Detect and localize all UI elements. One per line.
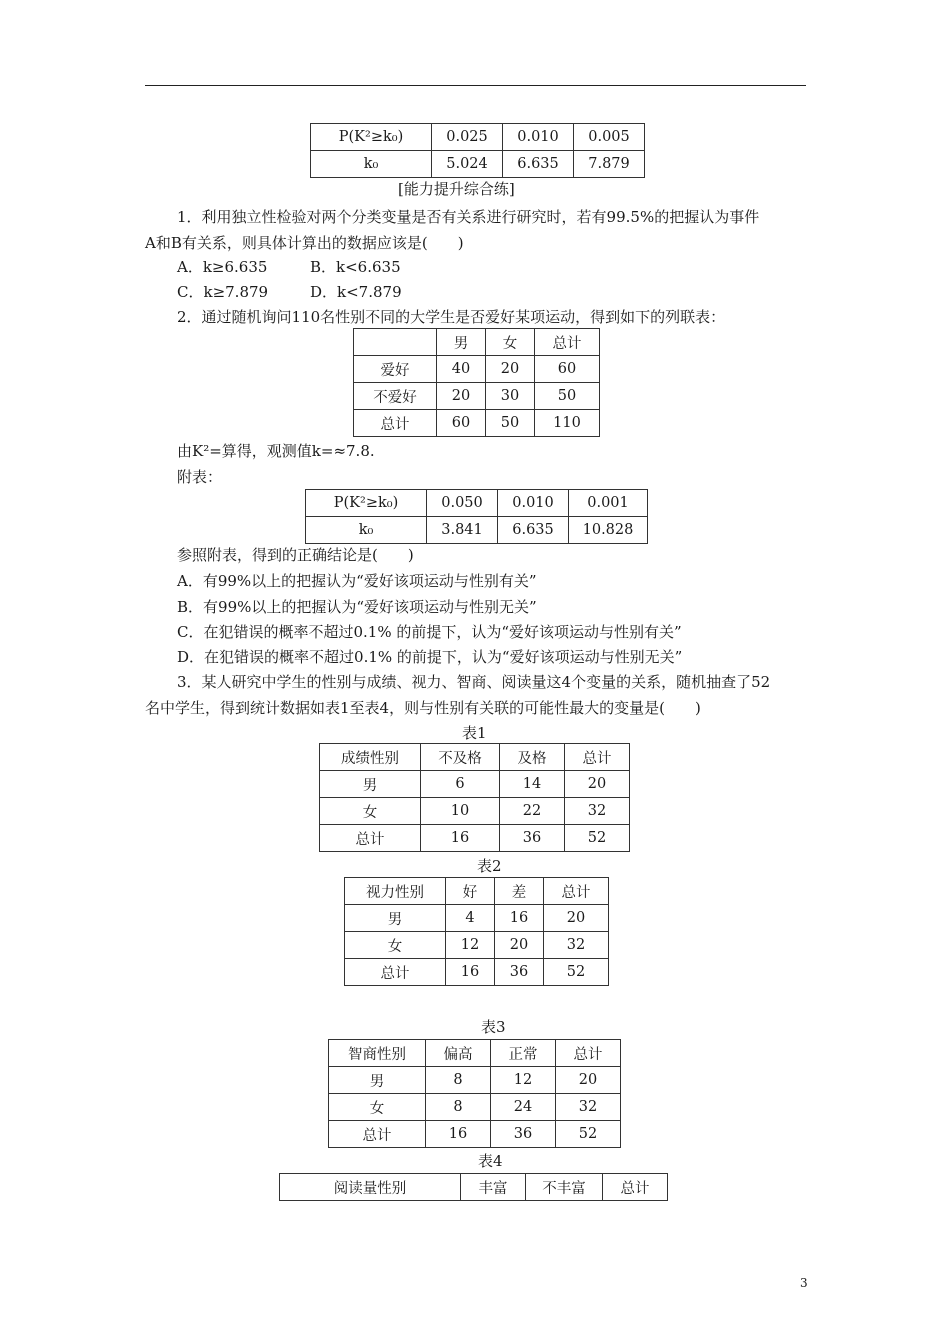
table-cell	[354, 329, 437, 356]
table-cell: 偏高	[426, 1040, 491, 1067]
q3-text-line2: 名中学生，得到统计数据如表1至表4，则与性别有关联的可能性最大的变量是( )	[145, 699, 701, 717]
q2-intro: 2．通过随机询问110名性别不同的大学生是否爱好某项运动，得到如下的列联表：	[177, 308, 726, 326]
q2-option-d: D．在犯错误的概率不超过0.1% 的前提下，认为“爱好该项运动与性别无关”	[177, 648, 683, 666]
table-cell: 12	[491, 1067, 556, 1094]
table-cell: 4	[446, 905, 495, 932]
table1-caption: 表1	[462, 724, 487, 742]
table-cell: 差	[495, 878, 544, 905]
table1-grades	[319, 743, 630, 852]
table-cell: 总计	[320, 825, 421, 852]
page-number: 3	[800, 1276, 808, 1290]
table-cell: 0.005	[574, 124, 645, 151]
table-cell: 52	[556, 1121, 621, 1148]
table-cell: 24	[491, 1094, 556, 1121]
table-cell: 总计	[565, 744, 630, 771]
table-cell: 7.879	[574, 151, 645, 178]
q2-reference-table	[305, 489, 648, 544]
table3-caption: 表3	[481, 1018, 506, 1036]
table-cell: 总计	[603, 1174, 668, 1201]
table3-iq	[328, 1039, 621, 1148]
table-cell: 男	[320, 771, 421, 798]
q3-text-line1: 3．某人研究中学生的性别与成绩、视力、智商、阅读量这4个变量的关系，随机抽查了52	[177, 673, 771, 691]
table-cell: 总计	[329, 1121, 426, 1148]
table-cell: 20	[544, 905, 609, 932]
table-cell: 不丰富	[526, 1174, 603, 1201]
table-cell: 22	[500, 798, 565, 825]
table-cell: 8	[426, 1067, 491, 1094]
table-cell: 30	[486, 383, 535, 410]
table-cell: 女	[320, 798, 421, 825]
table-cell: 男	[437, 329, 486, 356]
table-cell: 6	[421, 771, 500, 798]
table4-reading	[279, 1173, 668, 1201]
table-cell: 20	[486, 356, 535, 383]
table-cell: 32	[565, 798, 630, 825]
table2-vision	[344, 877, 609, 986]
table-cell: 总计	[345, 959, 446, 986]
table-cell: 10.828	[569, 517, 648, 544]
q1-text-line2: A和B有关系，则具体计算出的数据应该是( )	[145, 234, 464, 252]
critical-value-table-top	[310, 123, 645, 178]
table-cell: 20	[565, 771, 630, 798]
table-cell: 0.010	[503, 124, 574, 151]
table-cell: 0.050	[427, 490, 498, 517]
table4-caption: 表4	[478, 1152, 503, 1170]
q2-option-a: A．有99%以上的把握认为“爱好该项运动与性别有关”	[177, 572, 537, 590]
table-cell: 智商性别	[329, 1040, 426, 1067]
table-cell: 5.024	[432, 151, 503, 178]
table-cell: 16	[495, 905, 544, 932]
q2-calculation: 由K²=算得，观测值k=≈7.8.	[177, 442, 375, 460]
table-cell: 8	[426, 1094, 491, 1121]
table2-caption: 表2	[477, 857, 502, 875]
table-cell: 110	[535, 410, 600, 437]
table-cell: 40	[437, 356, 486, 383]
table-cell: P(K²≥k₀)	[306, 490, 427, 517]
q2-option-b: B．有99%以上的把握认为“爱好该项运动与性别无关”	[177, 598, 537, 616]
table-cell: 男	[345, 905, 446, 932]
q1-text-line1: 1．利用独立性检验对两个分类变量是否有关系进行研究时，若有99.5%的把握认为事件	[177, 208, 760, 226]
q2-appendix-label: 附表：	[177, 468, 223, 486]
table-cell: 6.635	[503, 151, 574, 178]
table-cell: 6.635	[498, 517, 569, 544]
table-cell: 52	[565, 825, 630, 852]
q2-prompt: 参照附表，得到的正确结论是( )	[177, 546, 414, 564]
table-cell: 60	[437, 410, 486, 437]
table-cell: 20	[556, 1067, 621, 1094]
table-cell: 总计	[354, 410, 437, 437]
table-cell: 52	[544, 959, 609, 986]
table-cell: 3.841	[427, 517, 498, 544]
table-cell: 男	[329, 1067, 426, 1094]
table-cell: 16	[426, 1121, 491, 1148]
table-cell: 总计	[535, 329, 600, 356]
q1-option-a: A．k≥6.635	[177, 258, 268, 276]
table-cell: 视力性别	[345, 878, 446, 905]
table-cell: 不及格	[421, 744, 500, 771]
table-cell: 20	[437, 383, 486, 410]
table-cell: 0.025	[432, 124, 503, 151]
q1-option-b: B．k<6.635	[310, 258, 401, 276]
table-cell: 及格	[500, 744, 565, 771]
table-cell: 正常	[491, 1040, 556, 1067]
table-cell: 女	[329, 1094, 426, 1121]
table-cell: 好	[446, 878, 495, 905]
table-cell: 女	[486, 329, 535, 356]
section-title: [能力提升综合练]	[398, 180, 515, 198]
table-cell: 总计	[556, 1040, 621, 1067]
table-cell: 0.001	[569, 490, 648, 517]
table-cell: 成绩性别	[320, 744, 421, 771]
table-cell: 16	[446, 959, 495, 986]
table-cell: P(K²≥k₀)	[311, 124, 432, 151]
table-cell: k₀	[311, 151, 432, 178]
table-cell: 36	[495, 959, 544, 986]
table-cell: 不爱好	[354, 383, 437, 410]
table-cell: 爱好	[354, 356, 437, 383]
q1-option-d: D．k<7.879	[310, 283, 402, 301]
table-cell: 丰富	[461, 1174, 526, 1201]
table-cell: 16	[421, 825, 500, 852]
table-cell: 20	[495, 932, 544, 959]
table-cell: 50	[535, 383, 600, 410]
table-cell: 12	[446, 932, 495, 959]
header-rule	[145, 85, 806, 86]
table-cell: 32	[544, 932, 609, 959]
table-cell: 50	[486, 410, 535, 437]
table-cell: k₀	[306, 517, 427, 544]
table-cell: 总计	[544, 878, 609, 905]
table-cell: 女	[345, 932, 446, 959]
q2-option-c: C．在犯错误的概率不超过0.1% 的前提下，认为“爱好该项运动与性别有关”	[177, 623, 682, 641]
table-cell: 阅读量性别	[280, 1174, 461, 1201]
table-cell: 32	[556, 1094, 621, 1121]
table-cell: 36	[500, 825, 565, 852]
table-cell: 10	[421, 798, 500, 825]
table-cell: 14	[500, 771, 565, 798]
table-cell: 60	[535, 356, 600, 383]
q2-contingency-table	[353, 328, 600, 437]
table-cell: 36	[491, 1121, 556, 1148]
table-cell: 0.010	[498, 490, 569, 517]
q1-option-c: C．k≥7.879	[177, 283, 269, 301]
